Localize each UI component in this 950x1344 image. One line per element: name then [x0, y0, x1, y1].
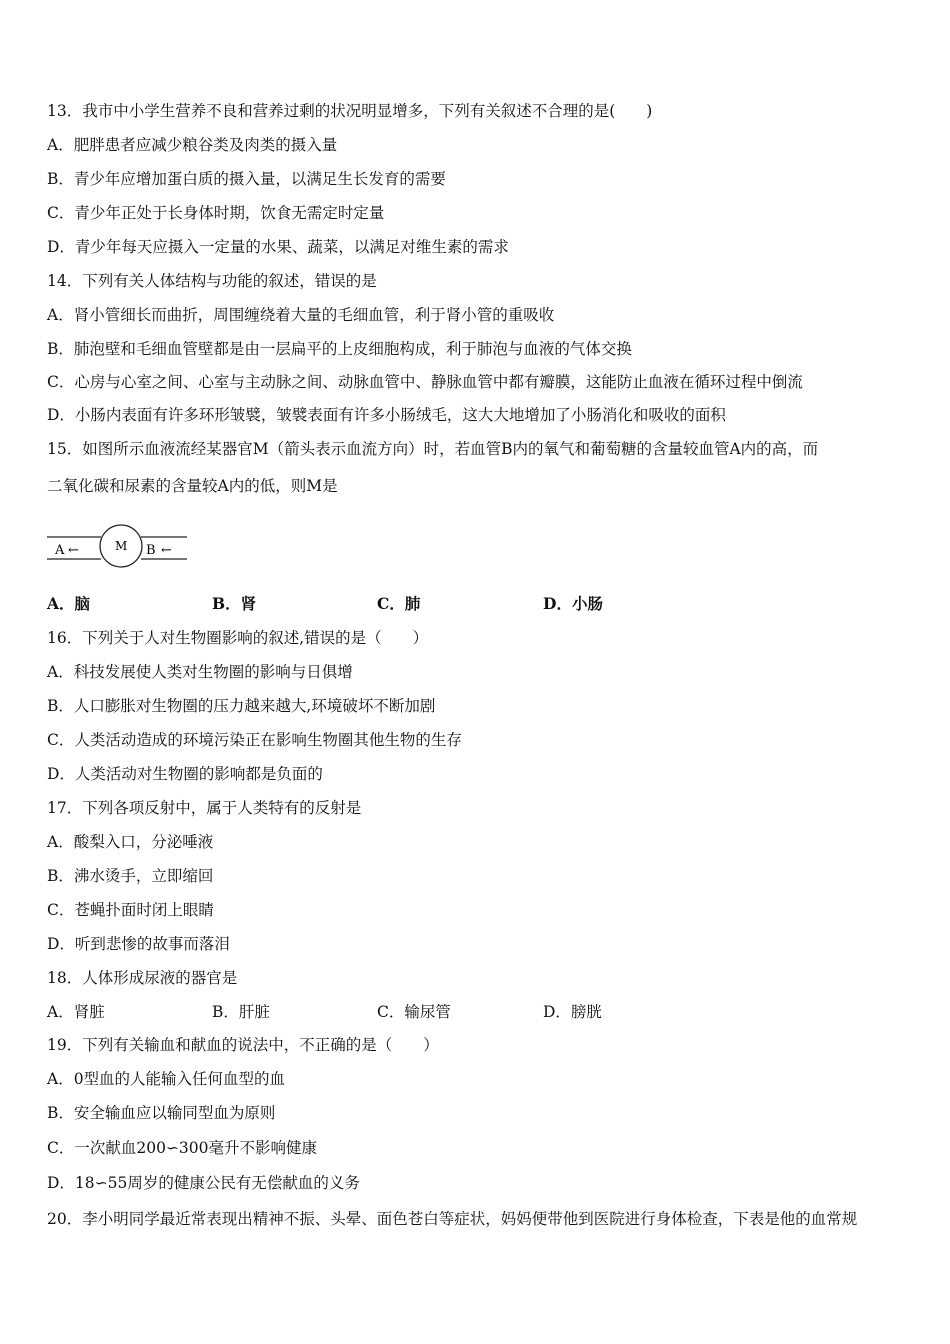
q17-option-d: D．听到悲惨的故事而落泪: [47, 935, 230, 953]
q19-stem: 19．下列有关输血和献血的说法中，不正确的是（ ）: [47, 1036, 439, 1054]
q13-option-b: B．青少年应增加蛋白质的摄入量，以满足生长发育的需要: [47, 170, 446, 188]
q15-option-b: B．肾: [212, 594, 257, 613]
label-m: M: [115, 539, 128, 553]
q18-option-d: D．膀胱: [543, 1003, 602, 1021]
q15-stem-line1: 15．如图所示血液流经某器官M（箭头表示血流方向）时，若血管B内的氧气和葡萄糖的含量较血管A内的高，而: [47, 440, 819, 458]
q15-option-c: C．肺: [377, 594, 421, 613]
q13-option-a: A．肥胖患者应减少粮谷类及肉类的摄入量: [47, 136, 338, 154]
q18-option-c: C．输尿管: [377, 1003, 451, 1021]
q16-stem: 16．下列关于人对生物圈影响的叙述,错误的是（ ）: [47, 629, 429, 647]
q18-stem: 18．人体形成尿液的器官是: [47, 969, 238, 987]
q17-option-c: C．苍蝇扑面时闭上眼睛: [47, 901, 214, 919]
q18-options: [47, 1002, 747, 1022]
q13-option-d: D．青少年每天应摄入一定量的水果、蔬菜，以满足对维生素的需求: [47, 238, 509, 256]
q18-option-a: A．肾脏: [47, 1003, 105, 1021]
q17-option-b: B．沸水烫手，立即缩回: [47, 867, 214, 885]
q14-option-a: A．肾小管细长而曲折，周围缠绕着大量的毛细血管，利于肾小管的重吸收: [47, 306, 555, 324]
arrow-b-icon: ←: [161, 543, 172, 558]
q14-option-d: D．小肠内表面有许多环形皱襞，皱襞表面有许多小肠绒毛，这大大地增加了小肠消化和吸收的面积: [47, 406, 726, 424]
q17-option-a: A．酸梨入口，分泌唾液: [47, 833, 214, 851]
q16-option-b: B．人口膨胀对生物圈的压力越来越大,环境破坏不断加剧: [47, 697, 436, 715]
q18-option-b: B．肝脏: [212, 1003, 270, 1021]
q13-option-c: C．青少年正处于长身体时期，饮食无需定时定量: [47, 204, 385, 222]
label-a: A: [55, 543, 65, 558]
q15-option-a: A．脑: [47, 594, 91, 613]
q16-option-c: C．人类活动造成的环境污染正在影响生物圈其他生物的生存: [47, 731, 462, 749]
q20-stem: 20．李小明同学最近常表现出精神不振、头晕、面色苍白等症状，妈妈便带他到医院进行身体检查，下表是他的血常规: [47, 1210, 858, 1228]
label-b: B: [146, 543, 156, 558]
q19-option-d: D．18∽55周岁的健康公民有无偿献血的义务: [47, 1174, 360, 1192]
q15-options: [47, 594, 747, 614]
q15-stem-line2: 二氧化碳和尿素的含量较A内的低，则M是: [47, 477, 338, 495]
q17-stem: 17．下列各项反射中，属于人类特有的反射是: [47, 799, 362, 817]
blood-flow-diagram: [45, 518, 190, 578]
arrow-a-icon: ←: [68, 543, 79, 558]
q16-option-d: D．人类活动对生物圈的影响都是负面的: [47, 765, 323, 783]
q16-option-a: A．科技发展使人类对生物圈的影响与日俱增: [47, 663, 353, 681]
q14-stem: 14．下列有关人体结构与功能的叙述，错误的是: [47, 272, 377, 290]
q14-option-b: B．肺泡壁和毛细血管壁都是由一层扁平的上皮细胞构成，利于肺泡与血液的气体交换: [47, 340, 632, 358]
q19-option-a: A．0型血的人能输入任何血型的血: [47, 1070, 286, 1088]
q19-option-c: C．一次献血200∽300毫升不影响健康: [47, 1139, 318, 1157]
q15-option-d: D．小肠: [543, 594, 603, 613]
q14-option-c: C．心房与心室之间、心室与主动脉之间、动脉血管中、静脉血管中都有瓣膜，这能防止血液在循环过程中倒流: [47, 373, 803, 391]
q19-option-b: B．安全输血应以输同型血为原则: [47, 1104, 276, 1122]
q13-stem: 13．我市中小学生营养不良和营养过剩的状况明显增多，下列有关叙述不合理的是( ): [47, 102, 653, 120]
